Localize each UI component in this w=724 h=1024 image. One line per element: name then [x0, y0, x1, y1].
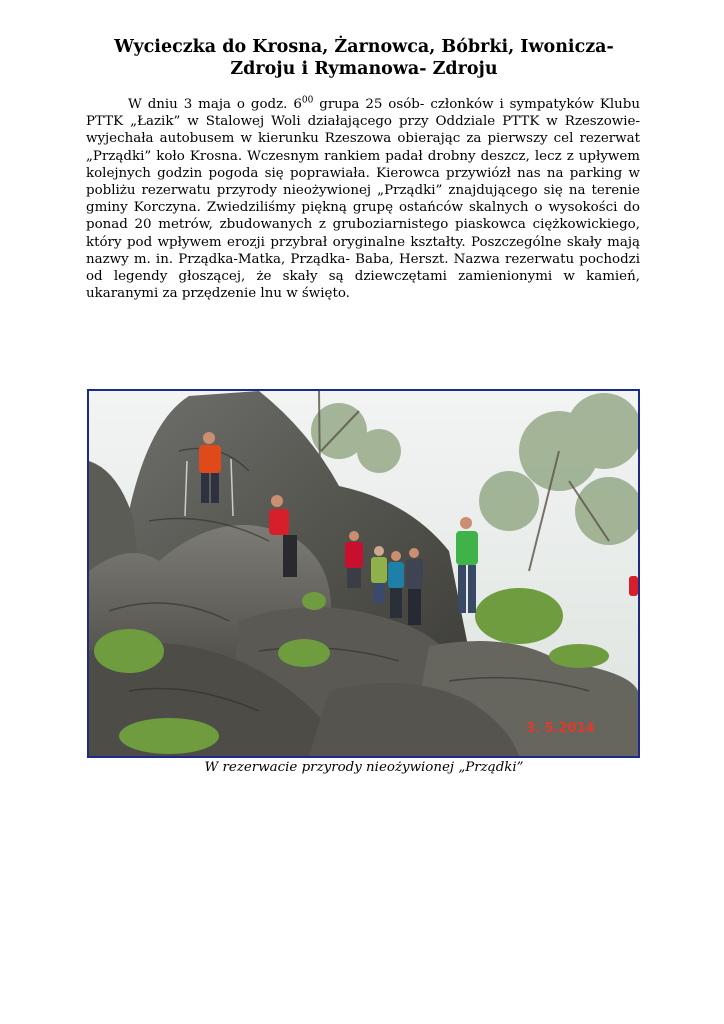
time-superscript: 00: [301, 95, 314, 106]
title-line-2: Zdroju i Rymanowa- Zdroju: [230, 59, 498, 79]
article-paragraph: [86, 96, 640, 302]
paragraph-start: W dniu 3 maja o godz. 6: [128, 97, 302, 112]
article-title: [86, 36, 642, 80]
photo-caption: W rezerwacie przyrody nieożywionej „Prządki”: [204, 760, 524, 775]
photo-date-stamp: 3. 5.2014: [526, 721, 595, 736]
rock-group-photo: [89, 391, 638, 756]
paragraph-rest: grupa 25 osób- członków i sympatyków Klubu PTTK „Łazik” w Stalowej Woli działającego przy Oddziale PTTK w Rzeszowie- wyjechała autobusem w kierunku Rzeszowa obierając za pierwszy cel rezerwat „Prządki” koło Krosna. Wczesnym rankiem padał drobny deszcz, lecz z upływem kolejnych godzin pogoda się poprawiała. Kierowca przywiózł nas na parking w pobliżu rezerwatu przyrody nieożywionej „Prządki” znajdującego się na terenie gminy Korczyna. Zwiedziliśmy piękną grupę ostańców skalnych o wysokości do ponad 20 metrów, zbudowanych z gruboziarnistego piaskowca ciężkowickiego, który pod wpływem erozji przybrał oryginalne kształty. Poszczególne skały mają nazwy m. in. Prządka-Matka, Prządka- Baba, Herszt. Nazwa rezerwatu pochodzi od legendy głoszącej, że skały są dziewczętami zamienionymi w kamień, ukaranymi za przędzenie lnu w święto.: [86, 97, 640, 302]
trip-photo: [87, 389, 640, 758]
title-line-1: Wycieczka do Krosna, Żarnowca, Bóbrki, Iwonicza-: [114, 37, 614, 57]
